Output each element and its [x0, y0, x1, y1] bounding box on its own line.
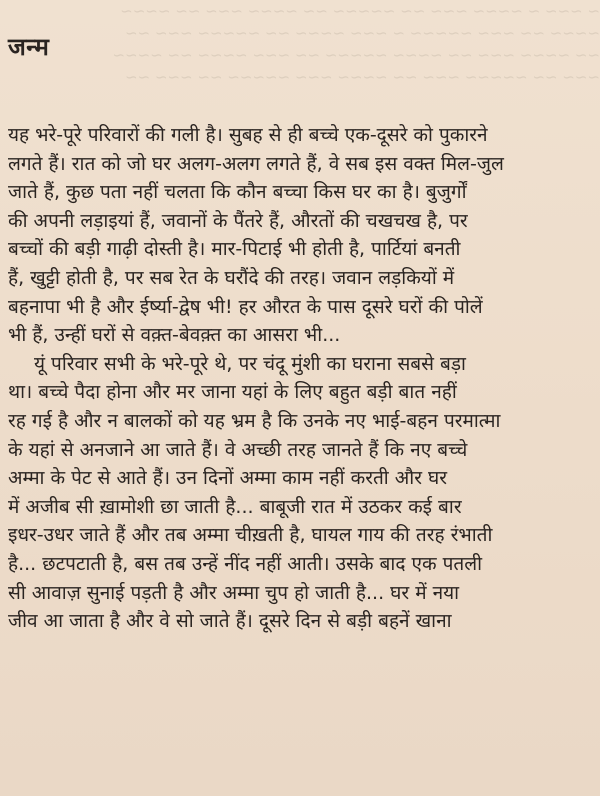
body-text [8, 121, 596, 636]
text-line: बच्चों की बड़ी गाढ़ी दोस्ती है। मार-पिटाई भी होती है, पार्टियां बनती [8, 238, 461, 261]
text-line: इधर-उधर जाते हैं और तब अम्मा चीख़ती है, घायल गाय की तरह रंभाती [8, 524, 493, 547]
text-line: अम्मा के पेट से आते हैं। उन दिनों अम्मा काम नहीं करती और घर [8, 467, 448, 490]
text-line: भी हैं, उन्हीं घरों से वक़्त-बेवक़्त का आसरा भी... [8, 324, 341, 347]
text-line: लगते हैं। रात को जो घर अलग-अलग लगते हैं, वे सब इस वक्त मिल-जुल [8, 152, 504, 175]
text-line: सी आवाज़ सुनाई पड़ती है और अम्मा चुप हो जाती है... घर में नया [8, 581, 460, 604]
show-through-texture: ~ ~~~ ~ ~~~~ ~~~ ~~ ~~~~~ ~~ ~~~~ ~~~ ~~ ~~~~ ~~~~ ~~ ~~~ ~~~~~ ~ ~~~ ~~~~ ~~ ~~~~~ ~~~ ~~ ~~ ~~~~ ~~~ ~~ ~~~~ ~~~~~ ~~ ~~~ ~~~~ ~~ ~~~~ ~~~ ~~ ~~~~~ ~~~ ~~ ~~~~ ~~~ ~~~~~ ~~ ~~~ ~~ [112, 2, 600, 86]
text-line: की अपनी लड़ाइयां हैं, जवानों के पैंतरे हैं, औरतों की चखचख है, पर [8, 209, 468, 232]
text-line: जीव आ जाता है और वे सो जाते हैं। दूसरे दिन से बड़ी बहनें खाना [8, 610, 452, 633]
text-line: यह भरे-पूरे परिवारों की गली है। सुबह से ही बच्चे एक-दूसरे को पुकारने [8, 124, 488, 146]
chapter-title: जन्म [8, 33, 50, 61]
text-line: जाते हैं, कुछ पता नहीं चलता कि कौन बच्चा किस घर का है। बुजुर्गों [8, 181, 467, 204]
text-line: है... छटपटाती है, बस तब उन्हें नींद नहीं आती। उसके बाद एक पतली [8, 552, 483, 575]
text-line: यूं परिवार सभी के भरे-पूरे थे, पर चंदू मुंशी का घराना सबसे बड़ा [34, 352, 466, 375]
text-line: के यहां से अनजाने आ जाते हैं। वे अच्छी तरह जानते हैं कि नए बच्चे [8, 438, 468, 461]
text-line: में अजीब सी ख़ामोशी छा जाती है... बाबूजी रात में उठकर कई बार [8, 495, 462, 518]
text-line: था। बच्चे पैदा होना और मर जाना यहां के लिए बहुत बड़ी बात नहीं [8, 381, 457, 404]
text-line: रह गई है और न बालकों को यह भ्रम है कि उनके नए भाई-बहन परमात्मा [8, 409, 501, 432]
text-line: बहनापा भी है और ईर्ष्या-द्वेष भी! हर औरत के पास दूसरे घरों की पोलें [8, 295, 483, 318]
text-line: हैं, खुट्टी होती है, पर सब रेत के घरौंदे की तरह। जवान लड़कियों में [8, 266, 455, 289]
